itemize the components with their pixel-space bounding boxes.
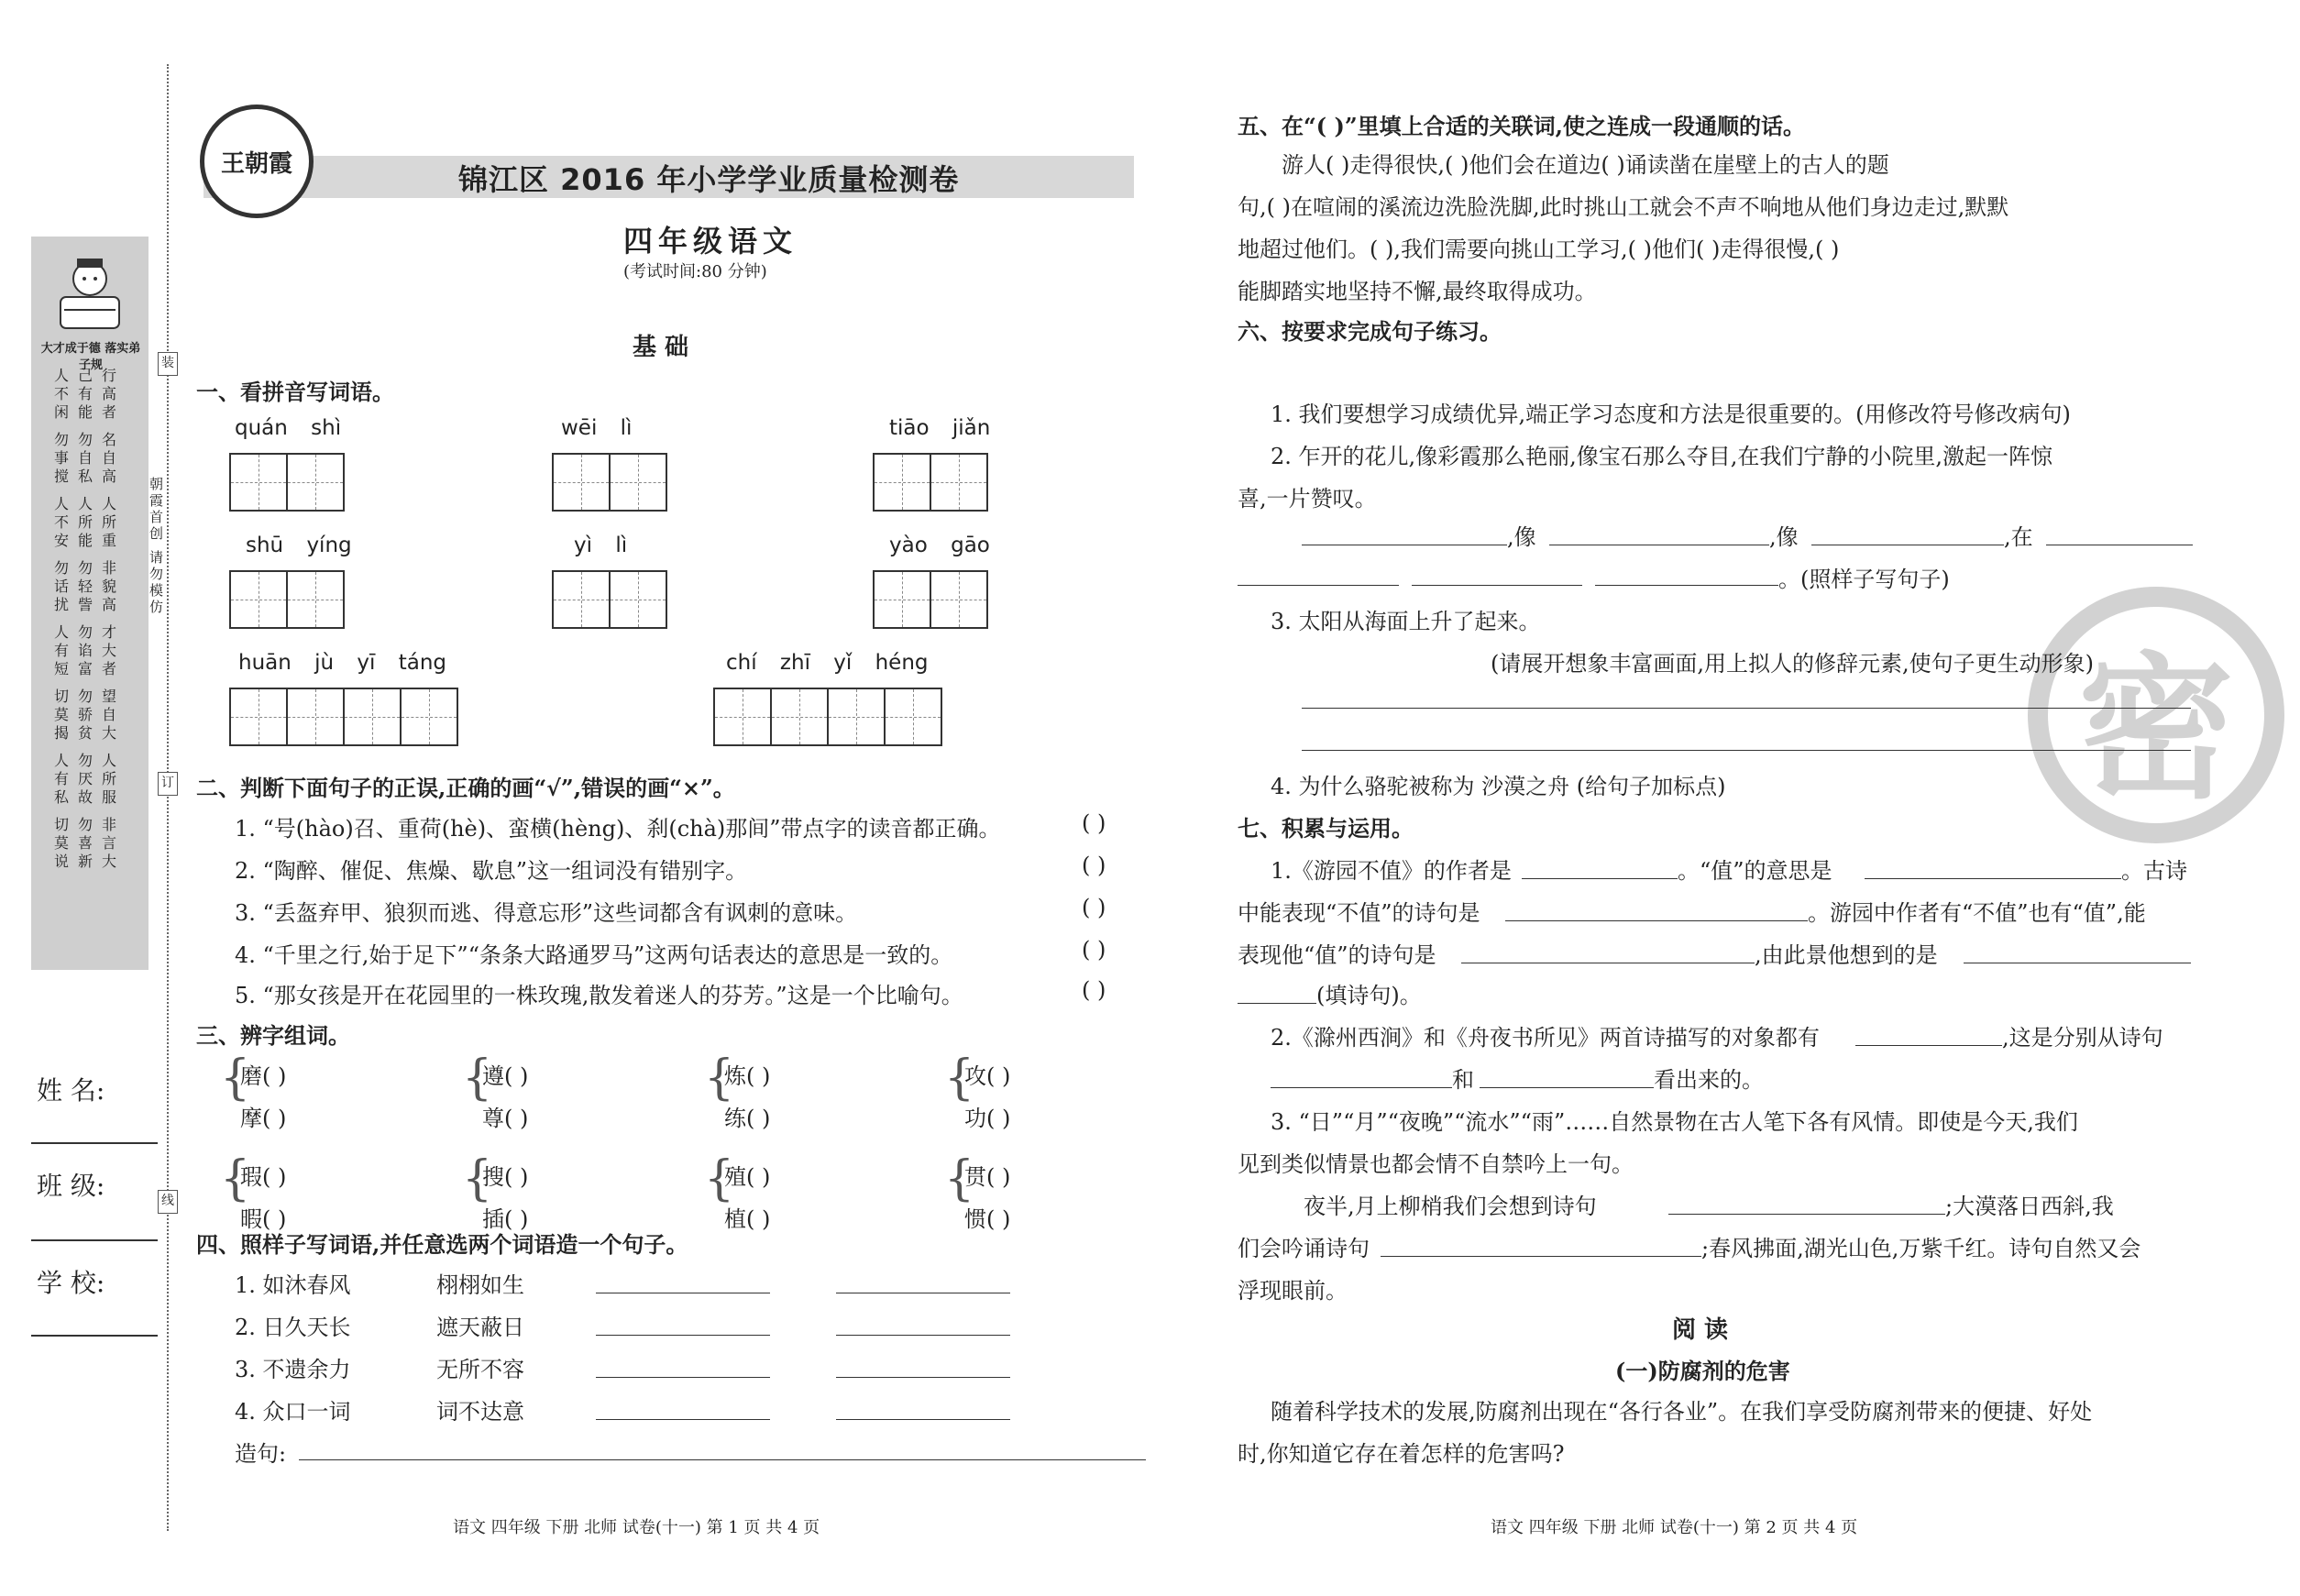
motto-column: 勿 厌 故 xyxy=(77,752,93,806)
motto-column: 己 有 能 xyxy=(77,367,93,421)
s5-title: 五、在“( )”里填上合适的关联词,使之连成一段通顺的话。 xyxy=(1238,113,1806,139)
exam-time: (考试时间:80 分钟) xyxy=(623,262,767,281)
footer-page-2: 语文 四年级 下册 北师 试卷(十一) 第 2 页 共 4 页 xyxy=(1491,1518,1858,1537)
pinyin-3: tiāo jiǎn xyxy=(889,416,991,440)
name-label: 姓 名: xyxy=(37,1075,105,1106)
s4-example-word-2: 无所不容 xyxy=(436,1357,524,1382)
char-word-item[interactable]: 插( ) xyxy=(482,1206,529,1232)
motto-column: 望 自 大 xyxy=(101,688,116,742)
char-word-item[interactable]: 练( ) xyxy=(724,1106,771,1131)
s7-blank-buzhi[interactable] xyxy=(1505,920,1808,921)
s6-q2-end: 。(照样子写句子) xyxy=(1778,567,1950,592)
s7-l5a: 2.《滁州西涧》和《舟夜书所见》两首诗描写的对象都有 xyxy=(1271,1025,1820,1051)
brace: { xyxy=(462,1151,493,1206)
s7-blank-poem-1[interactable] xyxy=(1271,1087,1452,1088)
school-label: 学 校: xyxy=(37,1268,105,1298)
s2-title: 二、判断下面句子的正误,正确的画“√”,错误的画“×”。 xyxy=(196,775,735,801)
motto-column: 人 不 安 xyxy=(53,495,69,549)
footer-page-1: 语文 四年级 下册 北师 试卷(十一) 第 1 页 共 4 页 xyxy=(453,1518,820,1537)
motto-group xyxy=(53,816,136,871)
s4-answer-line[interactable] xyxy=(836,1335,1010,1336)
s7-blank-meaning[interactable] xyxy=(1865,878,2121,879)
s2-item-3: 3. “丢盔弃甲、狼狈而逃、得意忘形”这些词都含有讽刺的意味。 xyxy=(235,900,858,926)
s4-example-word: 2. 日久天长 xyxy=(235,1315,351,1340)
s4-answer-line[interactable] xyxy=(836,1419,1010,1420)
answer-grid-1[interactable] xyxy=(231,453,345,512)
char-word-item[interactable]: 摩( ) xyxy=(240,1106,287,1131)
answer-grid-3[interactable] xyxy=(875,453,988,512)
motto-column: 勿 喜 新 xyxy=(77,816,93,870)
motto-column: 勿 事 搅 xyxy=(53,431,69,485)
s7-blank-object[interactable] xyxy=(1855,1045,2002,1046)
s7-l10a: 们会吟诵诗句 xyxy=(1238,1236,1370,1261)
s2-answer-4[interactable]: ( ) xyxy=(1082,937,1106,963)
s7-l1a: 1.《游园不值》的作者是 xyxy=(1271,858,1512,884)
s2-item-2: 2. “陶醉、催促、焦燥、歇息”这一组词没有错别字。 xyxy=(235,858,748,884)
motto-column: 勿 轻 訾 xyxy=(77,559,93,613)
motto-group xyxy=(53,688,136,743)
s7-l5b: ,这是分别从诗句 xyxy=(2002,1025,2163,1051)
s7-title: 七、积累与运用。 xyxy=(1238,815,1414,842)
brace: { xyxy=(704,1051,735,1106)
s7-l6a: 和 xyxy=(1452,1067,1474,1093)
s2-answer-2[interactable]: ( ) xyxy=(1082,853,1106,878)
char-word-item[interactable]: 磨( ) xyxy=(240,1063,287,1089)
s7-blank-desert[interactable] xyxy=(1381,1256,1701,1257)
make-sentence-line[interactable] xyxy=(299,1459,1146,1460)
answer-grid-4[interactable] xyxy=(231,570,345,629)
motto-column: 人 不 闲 xyxy=(53,367,69,421)
s7-l10b: ;春风拂面,湖光山色,万紫千红。诗句自然又会 xyxy=(1701,1236,2141,1261)
brace: { xyxy=(220,1151,251,1206)
char-word-item[interactable]: 攻( ) xyxy=(964,1063,1011,1089)
answer-grid-2[interactable] xyxy=(554,453,667,512)
s7-l9b: ;大漠落日西斜,我 xyxy=(1945,1194,2114,1219)
s2-answer-3[interactable]: ( ) xyxy=(1082,895,1106,920)
side-mark-3: 线 xyxy=(158,1190,178,1214)
pinyin-5: yì lì xyxy=(574,534,628,557)
char-word-item[interactable]: 尊( ) xyxy=(482,1106,529,1131)
motto-column: 勿 谄 富 xyxy=(77,623,93,677)
motto-columns xyxy=(53,367,136,880)
publisher-logo: 王朝霞 xyxy=(200,105,314,218)
s6-q3-line-1[interactable] xyxy=(1302,708,2191,709)
side-mark-2: 订 xyxy=(158,772,178,796)
motto-column: 非 貌 高 xyxy=(101,559,116,613)
motto-title: 大才成于德 落实弟子规 xyxy=(40,342,141,372)
s7-l3b: ,由此景他想到的是 xyxy=(1755,942,1938,968)
s7-l7: 3. “日”“月”“夜晚”“流水”“雨”……自然景物在古人笔下各有风情。即使是今天,我们 xyxy=(1271,1109,2078,1135)
brace: { xyxy=(704,1151,735,1206)
s6-q3: 3. 太阳从海面上升了起来。 xyxy=(1271,609,1541,634)
scholar-illustration xyxy=(51,255,128,336)
motto-column: 非 言 大 xyxy=(101,816,116,870)
reading-subtitle: (一)防腐剂的危害 xyxy=(1615,1358,1790,1384)
pinyin-2: wēi lì xyxy=(561,416,633,440)
class-label: 班 级: xyxy=(37,1171,105,1201)
name-field[interactable] xyxy=(31,1142,158,1144)
s7-l2b: 。游园中作者有“不值”也有“值”,能 xyxy=(1808,900,2146,926)
section-basic: 基 础 xyxy=(633,334,689,361)
s2-answer-1[interactable]: ( ) xyxy=(1082,810,1106,836)
s7-l4: (填诗句)。 xyxy=(1316,983,1422,1008)
s6-q3-line-2[interactable] xyxy=(1302,750,2191,751)
brace: { xyxy=(220,1051,251,1106)
s6-title: 六、按要求完成句子练习。 xyxy=(1238,318,1502,345)
s4-answer-line[interactable] xyxy=(596,1335,770,1336)
motto-column: 名 自 高 xyxy=(101,431,116,485)
reading-p1: 随着科学技术的发展,防腐剂出现在“各行各业”。在我们享受防腐剂带来的便捷、好处 xyxy=(1271,1399,2093,1425)
s4-answer-line[interactable] xyxy=(836,1377,1010,1378)
s7-l9a: 夜半,月上柳梢我们会想到诗句 xyxy=(1304,1194,1597,1219)
s7-blank-night[interactable] xyxy=(1668,1214,1945,1215)
s6-q2-blank-7[interactable] xyxy=(1595,585,1778,586)
s7-l11: 浮现眼前。 xyxy=(1238,1278,1348,1304)
make-sentence-label: 造句: xyxy=(235,1441,287,1467)
s6-q4: 4. 为什么骆驼被称为 沙漠之舟 (给句子加标点) xyxy=(1271,774,1726,799)
motto-column: 才 大 者 xyxy=(101,623,116,677)
s1-title: 一、看拼音写词语。 xyxy=(196,379,394,405)
s4-example-word: 3. 不遗余力 xyxy=(235,1357,351,1382)
answer-grid-8[interactable] xyxy=(715,688,942,746)
s4-example-word-2: 词不达意 xyxy=(436,1399,524,1425)
pinyin-6: yào gāo xyxy=(889,534,990,557)
brace: { xyxy=(462,1051,493,1106)
motto-column: 切 莫 说 xyxy=(53,816,69,870)
s6-q2-like-2: ,像 xyxy=(1769,524,1799,550)
binding-dotted-line xyxy=(167,64,169,1531)
s4-answer-line[interactable] xyxy=(596,1419,770,1420)
motto-column: 人 有 短 xyxy=(53,623,69,677)
pinyin-7: huān jù yī táng xyxy=(238,651,447,675)
s3-title: 三、辨字组词。 xyxy=(196,1022,350,1049)
motto-column: 人 所 能 xyxy=(77,495,93,549)
s7-l8: 见到类似情景也都会情不自禁吟上一句。 xyxy=(1238,1151,1634,1177)
s6-q2-zai: ,在 xyxy=(2004,524,2033,550)
subject-title: 四年级语文 xyxy=(623,224,798,259)
pinyin-1: quán shì xyxy=(235,416,342,440)
s6-q2-like-1: ,像 xyxy=(1507,524,1536,550)
exam-title: 锦江区 2016 年小学学业质量检测卷 xyxy=(458,162,960,197)
char-word-item[interactable]: 炼( ) xyxy=(724,1063,771,1089)
s5-line-1: 游人( )走得很快,( )他们会在道边( )诵读凿在崖壁上的古人的题 xyxy=(1282,152,1889,178)
answer-grid-5[interactable] xyxy=(554,570,667,629)
s2-item-4: 4. “千里之行,始于足下”“条条大路通罗马”这两句话表达的意思是一致的。 xyxy=(235,942,953,968)
motto-group xyxy=(53,367,136,422)
motto-column: 勿 骄 贫 xyxy=(77,688,93,742)
school-field[interactable] xyxy=(31,1335,158,1337)
motto-column: 人 有 私 xyxy=(53,752,69,806)
char-word-item[interactable]: 贯( ) xyxy=(964,1164,1011,1190)
s7-l3a: 表现他“值”的诗句是 xyxy=(1238,942,1436,968)
answer-grid-7[interactable] xyxy=(231,688,458,746)
char-word-item[interactable]: 殖( ) xyxy=(724,1164,771,1190)
motto-column: 行 高 者 xyxy=(101,367,116,421)
s7-l6b: 看出来的。 xyxy=(1654,1067,1764,1093)
s6-q2-blank-5[interactable] xyxy=(1238,585,1399,586)
motto-group xyxy=(53,495,136,550)
motto-column: 勿 话 扰 xyxy=(53,559,69,613)
s7-blank-poem-2[interactable] xyxy=(1480,1087,1654,1088)
s4-example-word-2: 栩栩如生 xyxy=(436,1272,524,1298)
brace: { xyxy=(944,1051,975,1106)
pinyin-8: chí zhī yǐ héng xyxy=(726,651,929,675)
pinyin-4: shū yíng xyxy=(246,534,352,557)
motto-column: 勿 自 私 xyxy=(77,431,93,485)
s4-example-word: 4. 众口一词 xyxy=(235,1399,351,1425)
motto-column: 人 所 重 xyxy=(101,495,116,549)
s6-q1: 1. 我们要想学习成绩优异,端正学习态度和方法是很重要的。(用修改符号修改病句) xyxy=(1271,402,2071,427)
s5-line-4: 能脚踏实地坚持不懈,最终取得成功。 xyxy=(1238,279,1597,304)
reading-title: 阅 读 xyxy=(1672,1316,1729,1344)
side-vertical-note: 朝霞首创 请勿模仿 xyxy=(148,477,164,616)
char-word-item[interactable]: 搜( ) xyxy=(482,1164,529,1190)
s7-l1c: 。古诗 xyxy=(2121,858,2187,884)
motto-column: 人 所 服 xyxy=(101,752,116,806)
s5-line-2: 句,( )在喧闹的溪流边洗脸洗脚,此时挑山工就会不声不响地从他们身边走过,默默 xyxy=(1238,194,2009,220)
s2-answer-5[interactable]: ( ) xyxy=(1082,977,1106,1003)
char-word-item[interactable]: 功( ) xyxy=(964,1106,1011,1131)
brace: { xyxy=(944,1151,975,1206)
char-word-item[interactable]: 瑕( ) xyxy=(240,1164,287,1190)
side-mark-1: 装 xyxy=(158,352,178,376)
s6-q2a: 2. 乍开的花儿,像彩霞那么艳丽,像宝石那么夺目,在我们宁静的小院里,激起一阵惊 xyxy=(1271,444,2053,469)
motto-column: 切 莫 揭 xyxy=(53,688,69,742)
motto-group xyxy=(53,623,136,678)
reading-p2: 时,你知道它存在着怎样的危害吗? xyxy=(1238,1441,1565,1467)
motto-group xyxy=(53,431,136,486)
char-word-item[interactable]: 遵( ) xyxy=(482,1063,529,1089)
motto-group xyxy=(53,559,136,614)
s2-item-5: 5. “那女孩是开在花园里的一株玫瑰,散发着迷人的芬芳。”这是一个比喻句。 xyxy=(235,983,963,1008)
answer-grid-6[interactable] xyxy=(875,570,988,629)
char-word-item[interactable]: 惯( ) xyxy=(964,1206,1011,1232)
s7-l2a: 中能表现“不值”的诗句是 xyxy=(1238,900,1480,926)
s2-item-1: 1. “号(hào)召、重荷(hè)、蛮横(hèng)、刹(chà)那间”带点字的读音都正确。 xyxy=(235,816,1001,842)
s7-blank-author[interactable] xyxy=(1522,878,1678,879)
s4-example-word: 1. 如沐春风 xyxy=(235,1272,351,1298)
s4-title: 四、照样子写词语,并任意选两个词语造一个句子。 xyxy=(196,1231,688,1258)
motto-group xyxy=(53,752,136,807)
s6-q3-requirement: (请展开想象丰富画面,用上拟人的修辞元素,使句子更生动形象) xyxy=(1491,651,2094,677)
s5-line-3: 地超过他们。( ),我们需要向挑山工学习,( )他们( )走得很慢,( ) xyxy=(1238,237,1840,262)
char-word-item[interactable]: 植( ) xyxy=(724,1206,771,1232)
s7-l1b: 。“值”的意思是 xyxy=(1678,858,1832,884)
s7-blank-thought-2[interactable] xyxy=(1238,1003,1316,1004)
char-word-item[interactable]: 暇( ) xyxy=(240,1206,287,1232)
s4-answer-line[interactable] xyxy=(596,1377,770,1378)
s6-q2b: 喜,一片赞叹。 xyxy=(1238,486,1377,512)
class-field[interactable] xyxy=(31,1239,158,1241)
s6-q2-blank-6[interactable] xyxy=(1412,585,1582,586)
s4-example-word-2: 遮天蔽日 xyxy=(436,1315,524,1340)
watermark-seal: 密 xyxy=(2028,587,2284,843)
